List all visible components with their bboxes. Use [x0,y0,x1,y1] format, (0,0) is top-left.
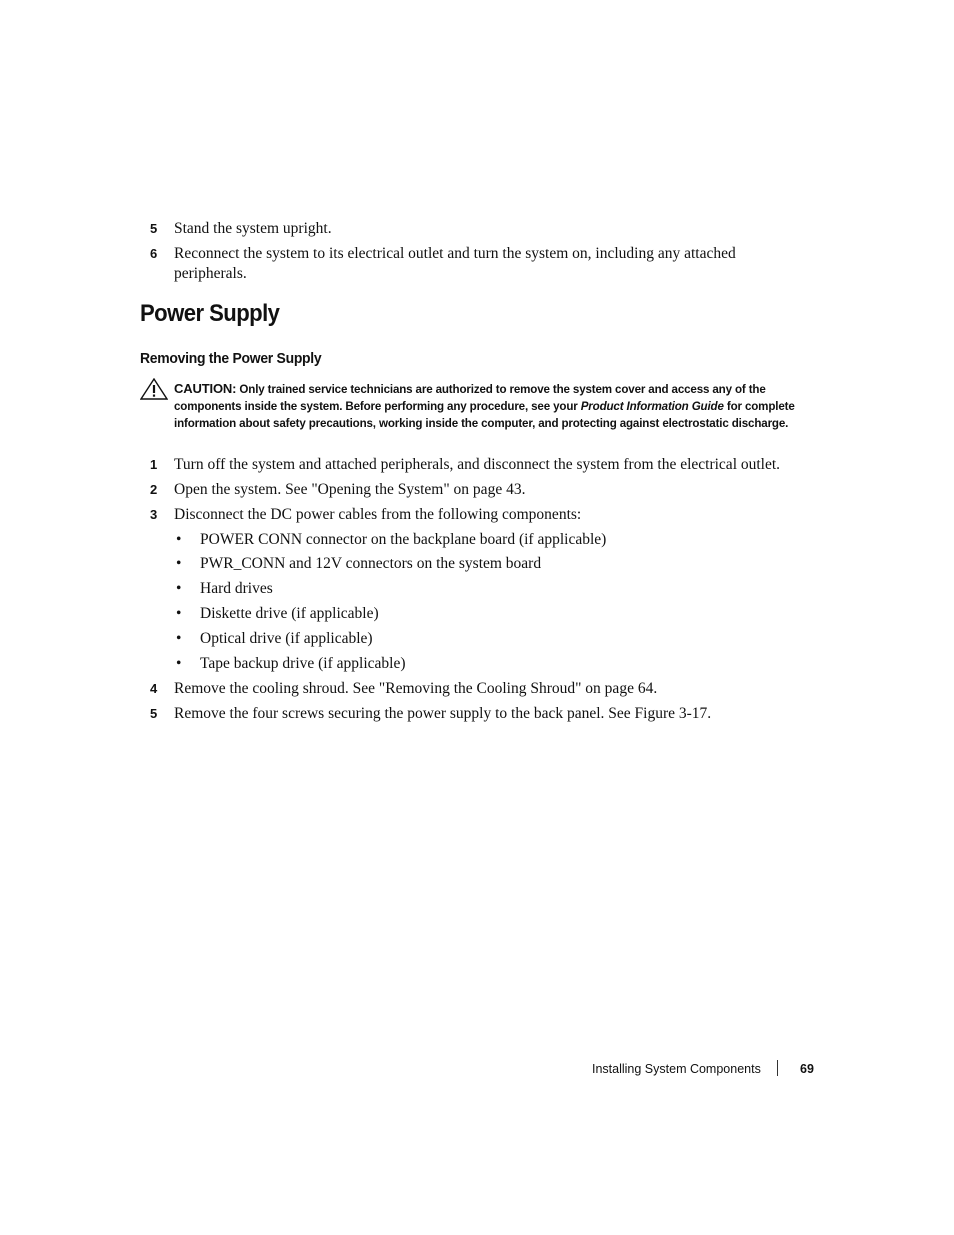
caution-body-1: Only trained service technicians are authorized to remove the system cover and access any of the components inside the system. Before performing any procedure, see your [174,383,766,413]
section-title: Power Supply [140,300,280,327]
footer-chapter-title: Installing System Components [592,1062,761,1076]
step-text: Reconnect the system to its electrical outlet and turn the system on, including any attached peripherals. [174,245,736,282]
step-text: Remove the cooling shroud. See "Removing the Cooling Shroud" on page 64. [174,680,658,697]
caution-body-2: for complete information about safety precautions, working inside the computer, and protecting against electrostatic discharge. [174,400,795,430]
footer-divider [777,1060,778,1076]
caution-text [174,380,824,432]
bullet-text: Tape backup drive (if applicable) [200,655,406,672]
bullet-symbol: • [176,531,182,548]
bullet-symbol: • [176,580,182,597]
step-text: Turn off the system and attached peripherals, and disconnect the system from the electrical outlet. [174,456,781,473]
step-number: 1 [150,457,158,472]
bullet-text: Diskette drive (if applicable) [200,605,379,622]
step-number: 6 [150,246,158,261]
step-text: Open the system. See "Opening the System" on page 43. [174,481,526,498]
step-number: 5 [150,706,158,721]
caution-label: CAUTION: [174,381,237,396]
subsection-title: Removing the Power Supply [140,350,322,367]
caution-guide-title: Product Information Guide [580,400,724,413]
bullet-text: Hard drives [200,580,273,597]
step-text: Remove the four screws securing the power supply to the back panel. See Figure 3-17. [174,705,712,722]
bullet-text: Optical drive (if applicable) [200,630,373,647]
bullet-text: PWR_CONN and 12V connectors on the system board [200,555,542,572]
bullet-symbol: • [176,630,182,647]
bullet-symbol: • [176,555,182,572]
step-number: 5 [150,221,158,236]
step-number: 4 [150,681,158,696]
warning-triangle-icon [140,378,168,400]
step-number: 2 [150,482,158,497]
page-number: 69 [800,1062,814,1076]
step-text: Stand the system upright. [174,220,332,237]
bullet-symbol: • [176,605,182,622]
bullet-symbol: • [176,655,182,672]
step-number: 3 [150,507,158,522]
bullet-text: POWER CONN connector on the backplane board (if applicable) [200,531,607,548]
step-text: Disconnect the DC power cables from the following components: [174,506,582,523]
